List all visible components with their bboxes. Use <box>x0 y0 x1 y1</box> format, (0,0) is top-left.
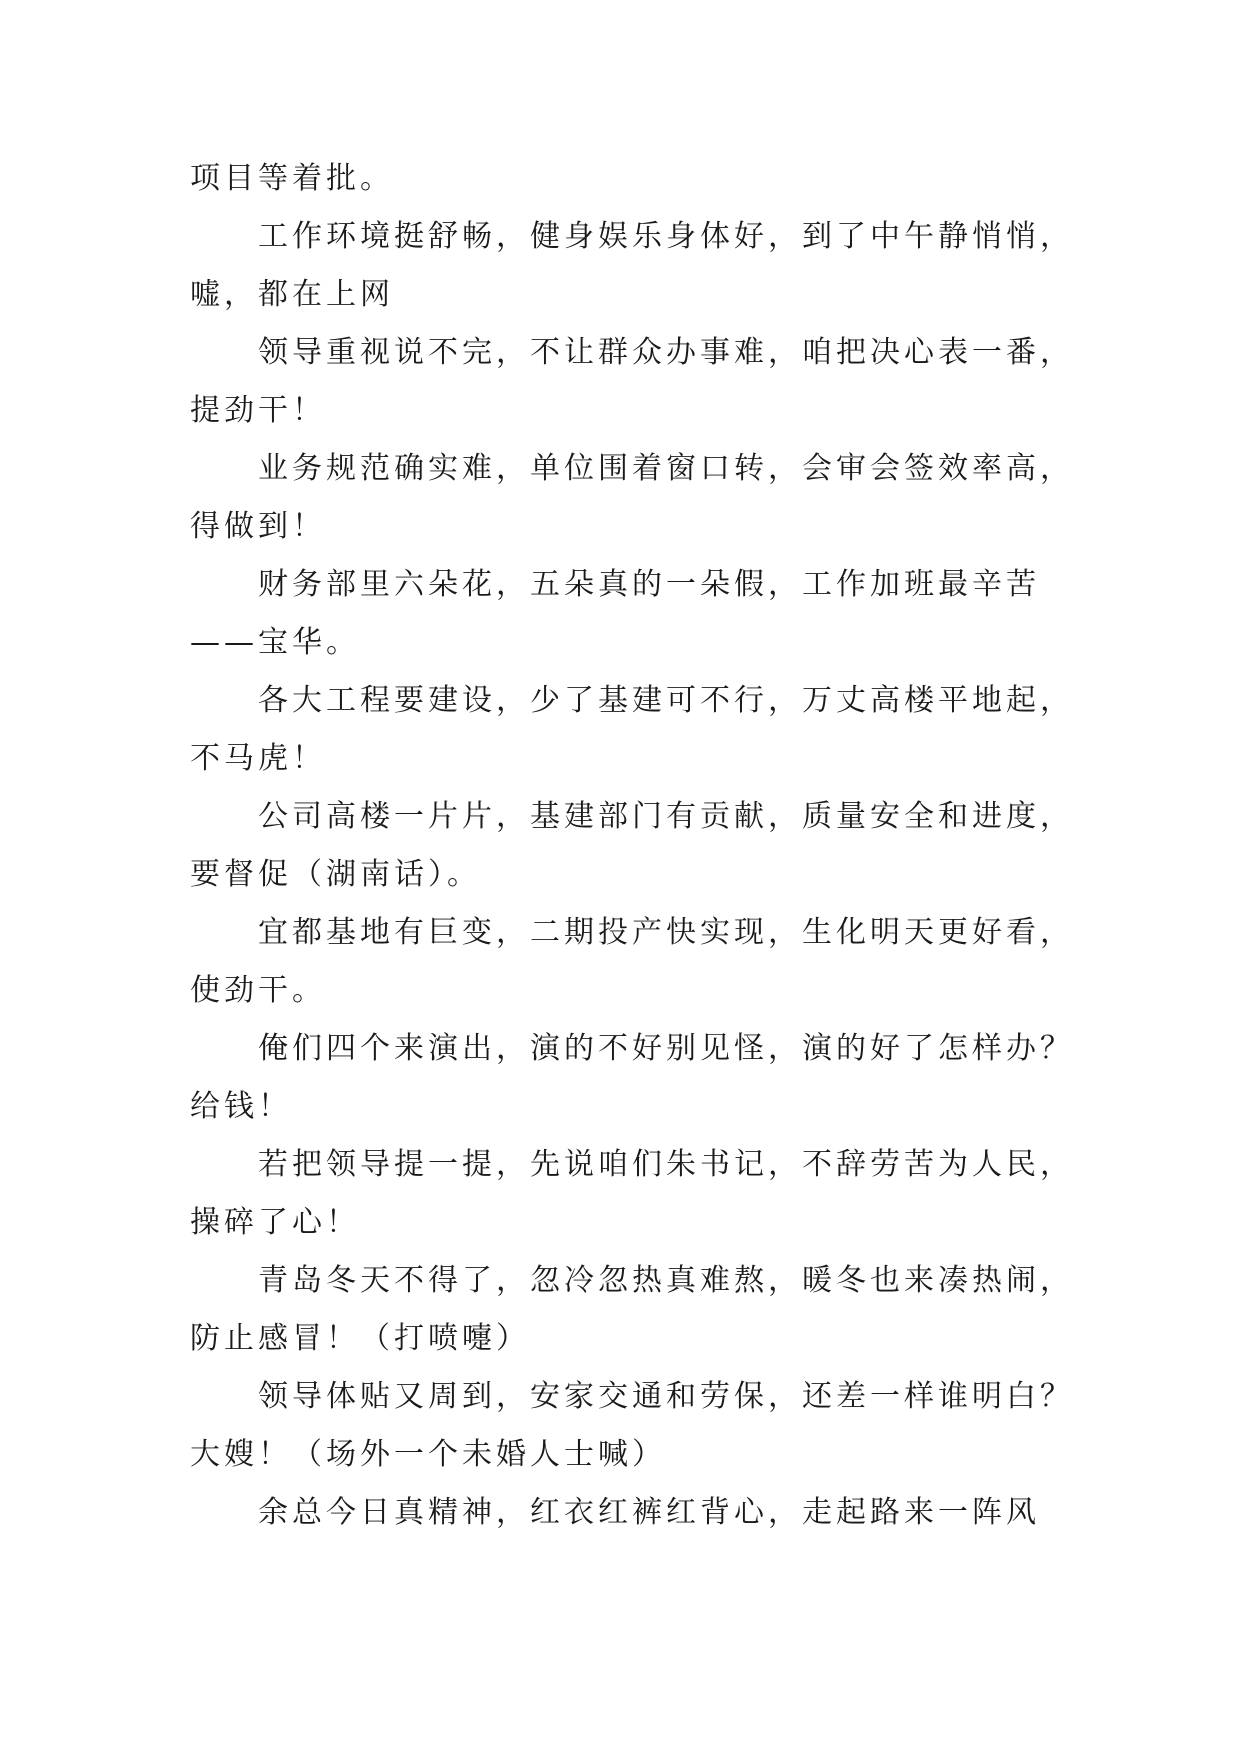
text-line: 各大工程要建设，少了基建可不行，万丈高楼平地起， <box>258 683 1074 718</box>
text-line: ——宝华。 <box>190 625 360 660</box>
text-line: 工作环境挺舒畅，健身娱乐身体好，到了中午静悄悄， <box>258 219 1074 254</box>
text-line: 提劲干！ <box>190 393 326 428</box>
text-line: 不马虎！ <box>190 741 326 776</box>
text-line: 业务规范确实难，单位围着窗口转，会审会签效率高， <box>258 451 1074 486</box>
document-page <box>190 150 1074 1542</box>
text-line: 大嫂！（场外一个未婚人士喊） <box>190 1437 666 1472</box>
document-body <box>190 150 1074 1542</box>
text-line: 要督促（湖南话）。 <box>190 857 481 892</box>
text-line: 财务部里六朵花，五朵真的一朵假，工作加班最辛苦 <box>258 567 1040 602</box>
text-line: 给钱！ <box>190 1089 292 1124</box>
text-line: 公司高楼一片片，基建部门有贡献，质量安全和进度， <box>258 799 1074 834</box>
text-line: 得做到！ <box>190 509 326 544</box>
text-line: 俺们四个来演出，演的不好别见怪，演的好了怎样办？ <box>258 1031 1074 1066</box>
text-line: 使劲干。 <box>190 973 326 1008</box>
text-line: 宜都基地有巨变，二期投产快实现，生化明天更好看， <box>258 915 1074 950</box>
text-line: 嘘，都在上网 <box>190 277 394 312</box>
text-line: 领导体贴又周到，安家交通和劳保，还差一样谁明白？ <box>258 1379 1074 1414</box>
text-line: 防止感冒！（打喷嚏） <box>190 1321 530 1356</box>
text-line: 青岛冬天不得了，忽冷忽热真难熬，暖冬也来凑热闹， <box>258 1263 1074 1298</box>
text-line: 领导重视说不完，不让群众办事难，咱把决心表一番， <box>258 335 1074 370</box>
text-line: 操碎了心！ <box>190 1205 360 1240</box>
text-line: 项目等着批。 <box>190 161 394 196</box>
text-line: 余总今日真精神，红衣红裤红背心，走起路来一阵风 <box>258 1495 1040 1530</box>
text-line: 若把领导提一提，先说咱们朱书记，不辞劳苦为人民， <box>258 1147 1074 1182</box>
